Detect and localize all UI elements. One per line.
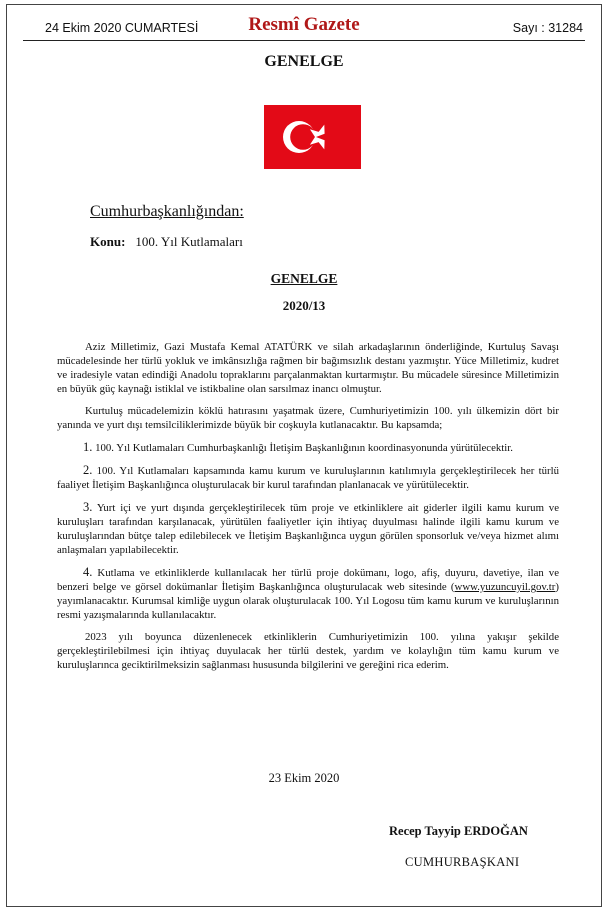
issuing-office: Cumhurbaşkanlığından: xyxy=(90,203,244,220)
list-item: 1. 100. Yıl Kutlamaları Cumhurbaşkanlığı İletişim Başkanlığının koordinasyonunda yürütülecektir. xyxy=(83,440,513,454)
signatory-name: Recep Tayyip ERDOĞAN xyxy=(389,824,528,838)
header-date: 24 Ekim 2020 CUMARTESİ xyxy=(45,21,199,35)
list-item: 4. Kutlama ve etkinliklerde kullanılacak her türlü proje dokümanı, logo, afiş, duyuru, davetiye, ilan ve benzeri belge ve görsel dokümanlar İletişim Başkanlığınca oluşturulacak web sitesinde (www.yuzuncuyil.gov.tr) yayımlanacaktır. Kurumsal kimliğe uygun olarak oluşturulacak 100. Yıl Logosu tüm kamu kurum ve kuruluşlarının resmi yazışmalarında kullanılacaktır. xyxy=(57,565,559,621)
paragraph-scope: Kurtuluş mücadelemizin köklü hatırasını yaşatmak üzere, Cumhuriyetimizin 100. yılı ülkemizin dört bir yanında ve yurt dışı temsilciliklerimizde büyük bir coşkuyla kutlanacaktır. Bu kapsamda; xyxy=(57,405,559,431)
issue-number: Sayı : 31284 xyxy=(512,21,583,35)
document-date: 23 Ekim 2020 xyxy=(268,771,340,785)
list-item: 3. Yurt içi ve yurt dışında gerçekleştirilecek tüm proje ve etkinliklere ait giderler ilgili kamu kurum ve kuruluşları tarafından karşılanacak, yürütülen faaliyetler için ihtiyaç duyulması halinde ilgili kamu kurum ve kuruluşlarından bütçe talep edilebilecek ve İletişim Başkanlığınca uygun görülen sponsorluk ve/veya hizmet alımı anlaşmaları yapılabilecektir. xyxy=(57,500,559,556)
list-item: 2. 100. Yıl Kutlamaları kapsamında kamu kurum ve kuruluşlarının katılımıyla gerçekleştirilecek her türlü faaliyet İletişim Başkanlığınca oluşturulacak bir kurul tarafından planlanacak ve yürütülecektir. xyxy=(57,463,559,491)
subject-label: Konu: xyxy=(90,234,126,249)
turkish-flag-icon xyxy=(264,105,361,169)
circular-title: GENELGE xyxy=(270,271,338,286)
subject-line xyxy=(90,234,243,250)
document-type-heading: GENELGE xyxy=(264,53,344,70)
header-divider xyxy=(23,40,585,41)
signatory-title: CUMHURBAŞKANI xyxy=(405,855,520,869)
gazette-header xyxy=(25,14,583,40)
gazette-title: Resmî Gazete xyxy=(248,14,360,35)
website-link[interactable]: www.yuzuncuyil.gov.tr xyxy=(454,581,556,593)
paragraph-closing: 2023 yılı boyunca düzenlenecek etkinliklerin Cumhuriyetimizin 100. yılına yakışır şekilde gerçekleştirilebilmesi için ihtiyaç duyulacak her türlü destek, yardım ve kolaylığın tüm kamu kurum ve kuruluşlarınca geciktirilmeksizin sağlanması hususunda bilgilerini ve gereğini rica ederim. xyxy=(57,631,559,671)
document-body xyxy=(57,340,559,680)
paragraph-intro: Aziz Milletimiz, Gazi Mustafa Kemal ATATÜRK ve silah arkadaşlarının önderliğinde, Kurtuluş Savaşı mücadelesinde her türlü yokluk ve imkânsızlığa rağmen bir bağımsızlık destanı yazmıştır. Yüce Milletimiz, kudret ve iradesiyle vatan edindiği Anadolu topraklarını parçalanmaktan kurtarmıştır. Bu mücadele süresince Milletimizin en büyük güç kaynağı istiklal ve istikbaline olan sarsılmaz inancı olmuştur. xyxy=(57,341,559,395)
subject-value: 100. Yıl Kutlamaları xyxy=(135,234,243,249)
circular-number: 2020/13 xyxy=(282,298,326,313)
gazette-page xyxy=(6,4,602,907)
